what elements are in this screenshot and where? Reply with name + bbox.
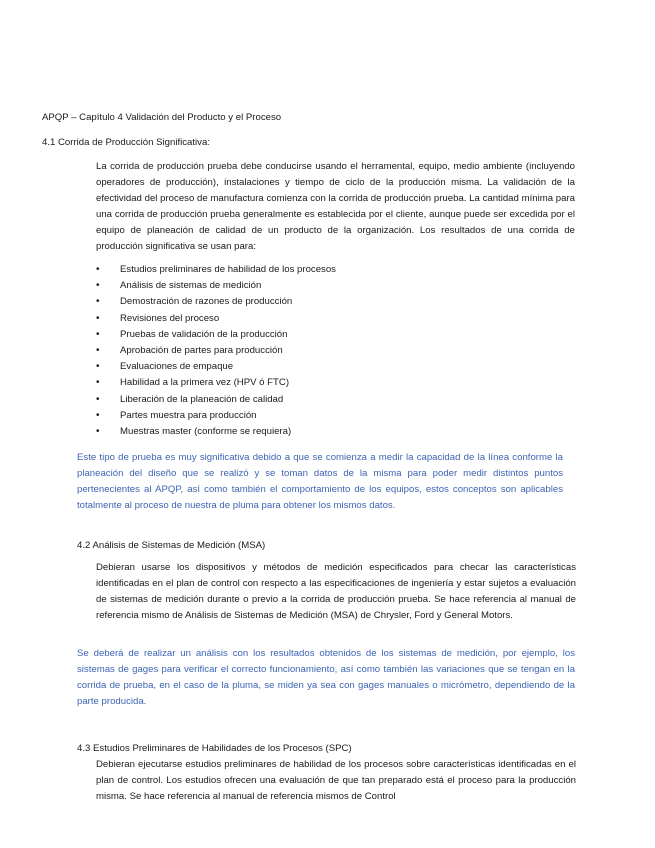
list-item: • Muestras master (conforme se requiera): [96, 424, 496, 440]
list-item: • Pruebas de validación de la producción: [96, 327, 496, 343]
section-4-2-heading: 4.2 Análisis de Sistemas de Medición (MSA): [77, 540, 266, 551]
section-4-3-heading: 4.3 Estudios Preliminares de Habilidades de los Procesos (SPC): [77, 743, 352, 754]
list-item: • Evaluaciones de empaque: [96, 359, 496, 375]
list-item: • Revisiones del proceso: [96, 311, 496, 327]
list-item: • Habilidad a la primera vez (HPV ó FTC): [96, 375, 496, 391]
section-4-1-note: Este tipo de prueba es muy significativa debido a que se comienza a medir la capacidad de la línea conforme la planeación del diseño que se realizó y se toman datos de la misma para poder medir distintos puntos pertenecientes al APQP, así como también el comportamiento de los equipos, estos conceptos son aplicables totalmente al proceso de nuestra de pluma para obtener los mismos datos.: [77, 452, 563, 511]
list-item: • Demostración de razones de producción: [96, 294, 496, 310]
section-4-1-heading: 4.1 Corrida de Producción Significativa:: [42, 137, 210, 148]
section-4-2-paragraph: Debieran usarse los dispositivos y métodos de medición especificados para checar las características identificadas en el plan de control con respecto a las especificaciones de ingeniería y estar sujetos a evaluación de sistemas de medición durante o previo a la corrida de producción prueba. Se hace referencia al manual de referencia mismo de Análisis de Sistemas de Medición (MSA) de Chrysler, Ford y General Motors.: [96, 562, 576, 621]
document-title: APQP – Capítulo 4 Validación del Producto y el Proceso: [42, 112, 282, 123]
section-4-1-paragraph: La corrida de producción prueba debe conducirse usando el herramental, equipo, medio ambiente (incluyendo operadores de producción), instalaciones y tiempo de ciclo de la producción misma. La validación de la efectividad del proceso de manufactura comienza con la corrida de producción prueba. La cantidad mínima para una corrida de producción prueba generalmente es establecida por el cliente, aunque puede ser excedida por el equipo de planeación de calidad de un producto de la organización. Los resultados de una corrida de producción significativa se usan para:: [96, 161, 575, 252]
section-4-3-paragraph: Debieran ejecutarse estudios preliminares de habilidad de los procesos sobre características identificadas en el plan de control. Los estudios ofrecen una evaluación de que tan preparado está el proceso para la producción misma. Se hace referencia al manual de referencia mismos de Control: [96, 759, 576, 802]
usage-bullet-list: [96, 262, 496, 440]
list-item: • Estudios preliminares de habilidad de los procesos: [96, 262, 496, 278]
list-item: • Aprobación de partes para producción: [96, 343, 496, 359]
list-item: • Análisis de sistemas de medición: [96, 278, 496, 294]
list-item: • Partes muestra para producción: [96, 408, 496, 424]
list-item: • Liberación de la planeación de calidad: [96, 392, 496, 408]
section-4-2-note: Se deberá de realizar un análisis con los resultados obtenidos de los sistemas de medición, por ejemplo, los sistemas de gages para verificar el correcto funcionamiento, así como también las variaciones que se tengan en la corrida de prueba, en el caso de la pluma, se miden ya sea con gages manuales o micrómetro, dependiendo de la parte producida.: [77, 648, 575, 707]
